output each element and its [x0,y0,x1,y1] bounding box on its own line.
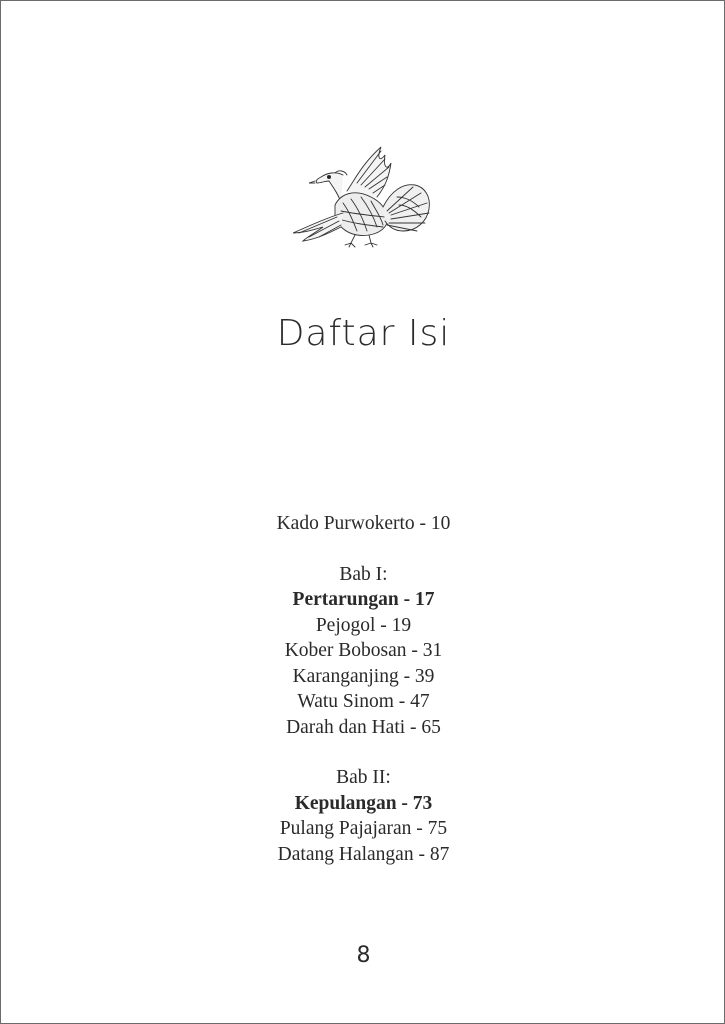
table-of-contents [1,511,725,867]
toc-entry-intro: Kado Purwokerto - 10 [276,513,451,534]
chapter-2-heading: Kepulangan - 73 [294,792,433,814]
toc-entry: Darah dan Hati - 65 [286,716,441,738]
toc-entry: Pulang Pajajaran - 75 [279,818,448,839]
chapter-2-label: Bab II: [336,767,391,788]
chapter-1-heading: Pertarungan - 17 [292,589,435,610]
toc-entry: Kober Bobosan - 31 [284,640,443,661]
toc-entry: Datang Halangan - 87 [277,843,450,865]
page-number: 8 [356,943,371,968]
garuda-bird-icon [285,141,433,251]
toc-entry: Pejogol - 19 [315,614,412,636]
page-title: Daftar Isi [276,313,451,354]
toc-entry: Watu Sinom - 47 [297,691,430,712]
chapter-1-label: Bab I: [339,563,388,585]
toc-entry: Karanganjing - 39 [292,665,435,687]
